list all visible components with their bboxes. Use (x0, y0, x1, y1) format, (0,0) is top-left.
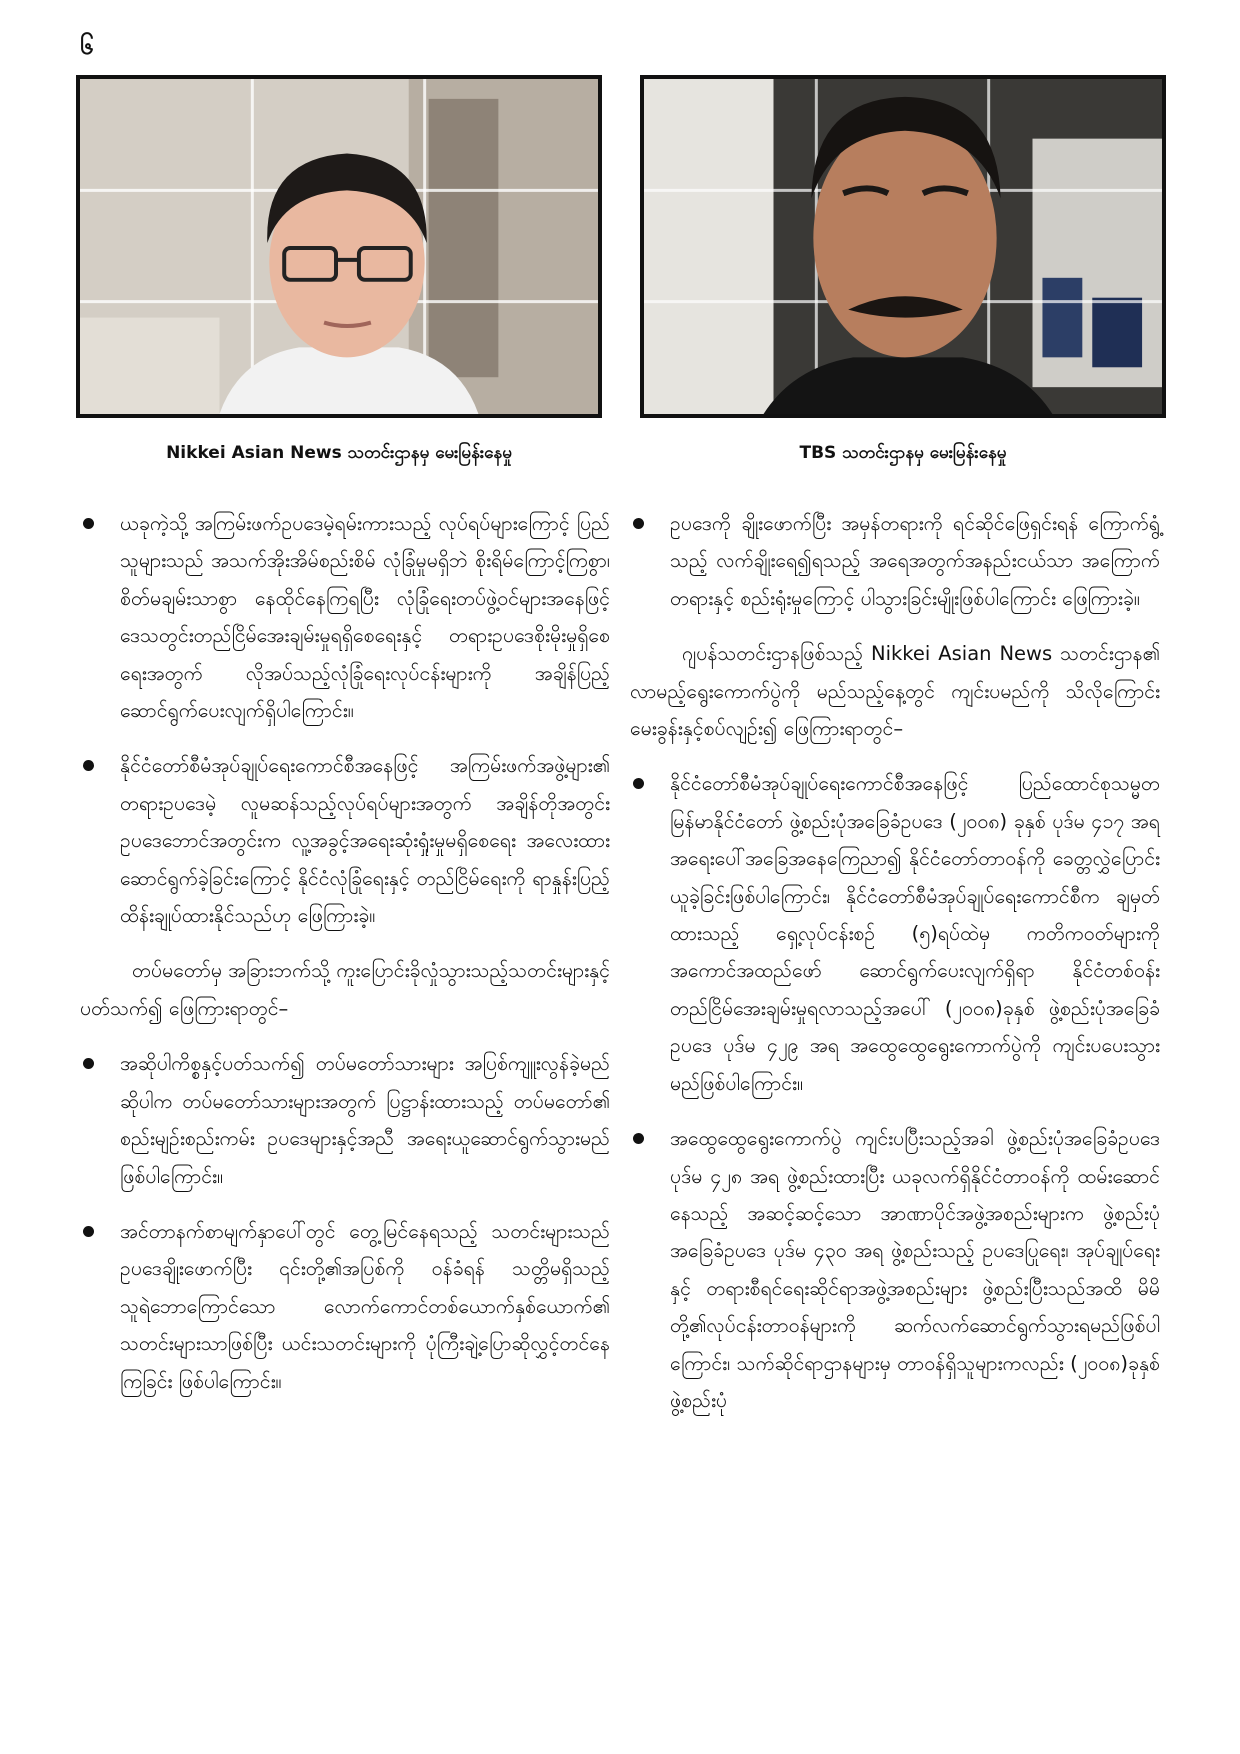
bullet-item: နိုင်ငံတော်စီမံအုပ်ချုပ်ရေးကောင်စီအနေဖြင့် အကြမ်းဖက်အဖွဲ့များ၏ တရားဥပဒေမဲ့ လူမဆန်သည့်လုပ်ရပ်များအတွက် အချိန်တိုအတွင်း ဥပဒေဘောင်အတွင်းက လူ့အခွင့်အရေးဆုံးရှုံးမှုမရှိစေရေး အလေးထားဆောင်ရွက်ခဲ့ခြင်းကြောင့် နိုင်ငံလုံခြုံရေးနှင့် တည်ငြိမ်ရေးကို ရာနှုန်းပြည့်ထိန်းချုပ်ထားနိုင်သည်ဟု ဖြေကြားခဲ့။ (80, 747, 610, 934)
bullet-item: အဆိုပါကိစ္စနှင့်ပတ်သက်၍ တပ်မတော်သားများ အပြစ်ကျူးလွန်ခဲ့မည်ဆိုပါက တပ်မတော်သားများအတွက် ပြဋ္ဌာန်းထားသည့် တပ်မတော်၏ စည်းမျဉ်းစည်းကမ်း ဥပဒေများနှင့်အညီ အရေးယူဆောင်ရွက်သွားမည်ဖြစ်ပါကြောင်း။ (80, 1045, 610, 1195)
bullet-item: ဥပဒေကို ချိုးဖောက်ပြီး အမှန်တရားကို ရင်ဆိုင်ဖြေရှင်းရန် ကြောက်ရွံ့သည့် လက်ချိုးရေ၍ရသည့် အရေအတွက်အနည်းငယ်သာ အကြောက်တရားနှင့် စည်းရုံးမှုကြောင့် ပါသွားခြင်းမျိုးဖြစ်ပါကြောင်း ဖြေကြားခဲ့။ (630, 505, 1160, 617)
bullet-item: အထွေထွေရွေးကောက်ပွဲ ကျင်းပပြီးသည့်အခါ ဖွဲ့စည်းပုံအခြေခံဥပဒေ ပုဒ်မ ၄၂၈ အရ ဖွဲ့စည်းထားပြီး ယခုလက်ရှိနိုင်ငံတာဝန်ကို ထမ်းဆောင်နေသည့် အဆင့်ဆင့်သော အာဏာပိုင်အဖွဲ့အစည်းများက ဖွဲ့စည်းပုံအခြေခံဥပဒေ ပုဒ်မ ၄၃၀ အရ ဖွဲ့စည်းသည့် ဥပဒေပြုရေး၊ အုပ်ချုပ်ရေးနှင့် တရားစီရင်ရေးဆိုင်ရာအဖွဲ့အစည်းများ ဖွဲ့စည်းပြီးသည်အထိ မိမိတို့၏လုပ်ငန်းတာဝန်များကို ဆက်လက်ဆောင်ရွက်သွားရမည်ဖြစ်ပါကြောင်း၊ သက်ဆိုင်ရာဌာနများမှ တာဝန်ရှိသူများကလည်း (၂၀၀၈)ခုနှစ် ဖွဲ့စည်းပုံ (630, 1120, 1160, 1419)
page-number: ၆ (80, 32, 94, 60)
bullet-item: ယခုကဲ့သို့ အကြမ်းဖက်ဥပဒေမဲ့ရမ်းကားသည့် လုပ်ရပ်များကြောင့် ပြည်သူများသည် အသက်အိုးအိမ်စည်းစိမ် လုံခြုံမှုမရှိဘဲ စိုးရိမ်ကြောင့်ကြစွာ၊ စိတ်မချမ်းသာစွာ နေထိုင်နေကြရပြီး လုံခြုံရေးတပ်ဖွဲ့ဝင်များအနေဖြင့် ဒေသတွင်းတည်ငြိမ်အေးချမ်းမှုရရှိစေရေးနှင့် တရားဥပဒေစိုးမိုးမှုရှိစေရေးအတွက် လိုအပ်သည့်လုံခြုံရေးလုပ်ငန်းများကို အချိန်ပြည့်ဆောင်ရွက်ပေးလျက်ရှိပါကြောင်း။ (80, 505, 610, 729)
video-call-image (80, 79, 598, 414)
photo-caption-tbs: TBS သတင်းဌာနမှ မေးမြန်းနေမှု (799, 443, 1007, 463)
bullet-item: အင်တာနက်စာမျက်နှာပေါ်တွင် တွေ့မြင်နေရသည့် သတင်းများသည် ဥပဒေချိုးဖောက်ပြီး ၎င်းတို့၏အပြစ်ကို ဝန်ခံရန် သတ္တိမရှိသည့် သူရဲဘောကြောင်သော လောက်ကောင်တစ်ယောက်နှစ်ယောက်၏ သတင်းများသာဖြစ်ပြီး ယင်းသတင်းများကို ပုံကြီးချဲ့ပြောဆိုလွှင့်တင်နေကြခြင်း ဖြစ်ပါကြောင်း။ (80, 1213, 610, 1400)
body-paragraph: ဂျပန်သတင်းဌာနဖြစ်သည့် Nikkei Asian News သတင်းဌာန၏ လာမည့်ရွေးကောက်ပွဲကို မည်သည့်နေ့တွင် ကျင်းပမည်ကို သိလိုကြောင်း မေးခွန်းနှင့်စပ်လျဉ်း၍ ဖြေကြားရာတွင်– (630, 642, 1160, 741)
interview-photo-nikkei (76, 75, 602, 418)
bullet-item: နိုင်ငံတော်စီမံအုပ်ချုပ်ရေးကောင်စီအနေဖြင့် ပြည်ထောင်စုသမ္မတမြန်မာနိုင်ငံတော် ဖွဲ့စည်းပုံအခြေခံဥပဒေ (၂၀၀၈) ခုနှစ် ပုဒ်မ ၄၁၇ အရ အရေးပေါ်အခြေအနေကြေညာ၍ နိုင်ငံတော်တာဝန်ကို ခေတ္တလွှဲပြောင်းယူခဲ့ခြင်းဖြစ်ပါကြောင်း၊ နိုင်ငံတော်စီမံအုပ်ချုပ်ရေးကောင်စီက ချမှတ်ထားသည့် ရှေ့လုပ်ငန်းစဉ် (၅)ရပ်ထဲမှ ကတိကဝတ်များကို အကောင်အထည်ဖော် ဆောင်ရွက်ပေးလျက်ရှိရာ နိုင်ငံတစ်ဝန်းတည်ငြိမ်အေးချမ်းမှုရလာသည့်အပေါ် (၂၀၀၈)ခုနှစ် ဖွဲ့စည်းပုံအခြေခံဥပဒေ ပုဒ်မ ၄၂၉ အရ အထွေထွေရွေးကောက်ပွဲကို ကျင်းပပေးသွားမည်ဖြစ်ပါကြောင်း။ (630, 765, 1160, 1102)
body-paragraph: တပ်မတော်မှ အခြားဘက်သို့ ကူးပြောင်းခိုလှုံသွားသည့်သတင်းများနှင့်ပတ်သက်၍ ဖြေကြားရာတွင်– (80, 959, 610, 1020)
interview-photo-tbs (640, 75, 1166, 418)
right-text-column (630, 505, 1160, 1437)
video-call-image (644, 79, 1162, 414)
left-text-column (80, 505, 610, 1418)
photo-caption-nikkei: Nikkei Asian News သတင်းဌာနမှ မေးမြန်းနေမှု (166, 443, 512, 463)
